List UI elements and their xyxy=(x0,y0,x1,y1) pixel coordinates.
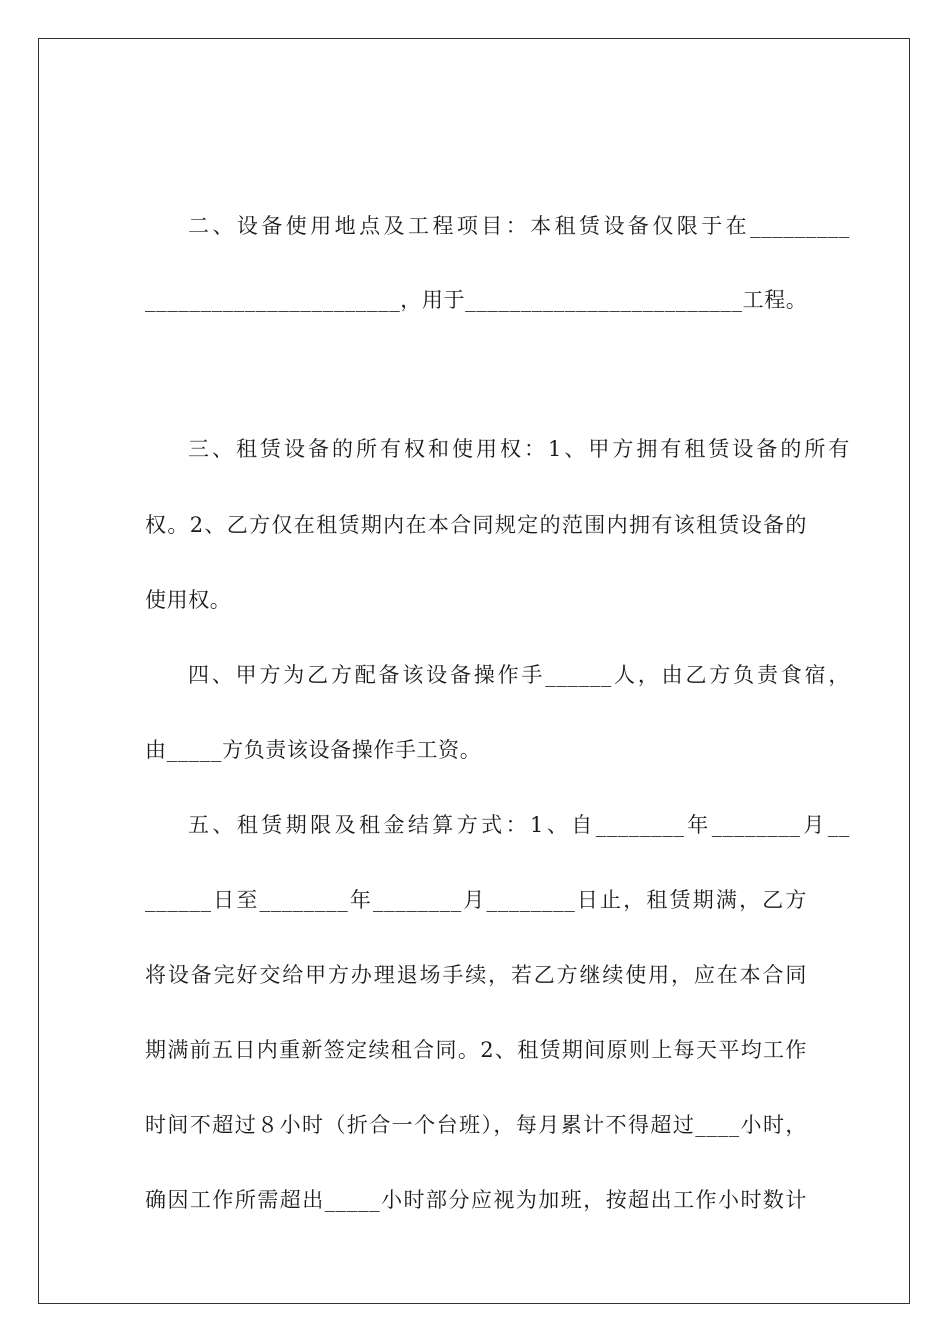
clause-5-line-1: 五、租赁期限及租金结算方式：1、自________年________月__ xyxy=(188,813,850,837)
clause-5-line-4: 期满前五日内重新签定续租合同。2、租赁期间原则上每天平均工作 xyxy=(145,1038,807,1062)
clause-5-line-6: 确因工作所需超出_____小时部分应视为加班，按超出工作小时数计 xyxy=(145,1188,807,1212)
clause-2-line-1: 二、设备使用地点及工程项目：本租赁设备仅限于在_________ xyxy=(188,214,850,238)
clause-4-line-2: 由_____方负责该设备操作手工资。 xyxy=(145,738,482,762)
clause-4-line-1: 四、甲方为乙方配备该设备操作手______人，由乙方负责食宿， xyxy=(188,663,850,687)
clause-2-line-2: _______________________，用于_________________________工程。 xyxy=(145,288,808,312)
clause-5-line-3: 将设备完好交给甲方办理退场手续，若乙方继续使用，应在本合同 xyxy=(145,963,807,987)
clause-5-line-5: 时间不超过８小时（折合一个台班），每月累计不得超过____小时， xyxy=(145,1113,807,1137)
clause-5-line-2: ______日至________年________月________日止，租赁期满，乙方 xyxy=(145,888,807,912)
clause-3-line-1: 三、租赁设备的所有权和使用权：1、甲方拥有租赁设备的所有 xyxy=(188,437,850,461)
clause-3-line-3: 使用权。 xyxy=(145,588,232,612)
clause-3-line-2: 权。2、乙方仅在租赁期内在本合同规定的范围内拥有该租赁设备的 xyxy=(145,513,807,537)
